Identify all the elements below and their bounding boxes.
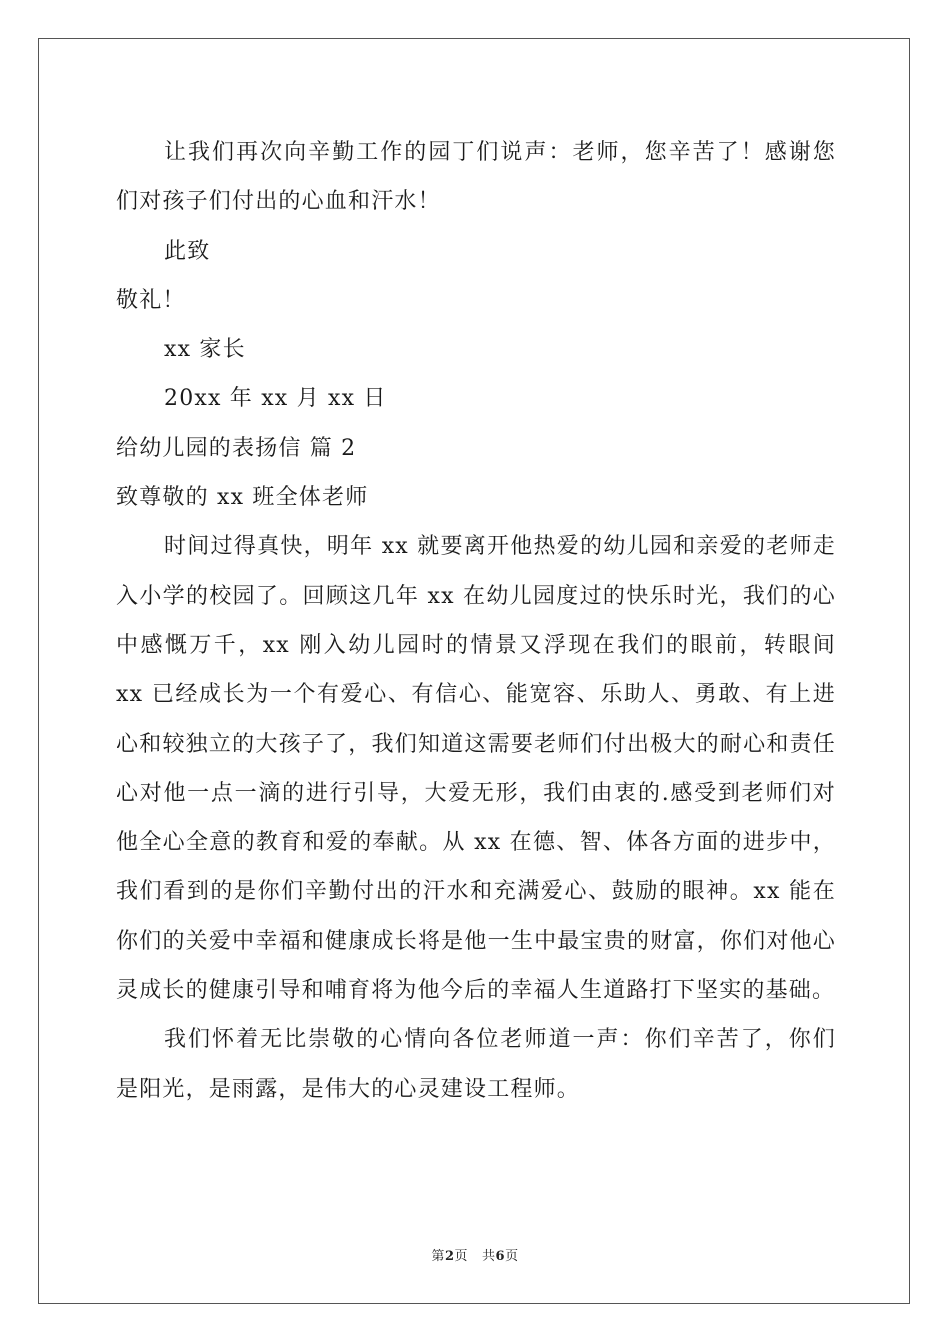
total-prefix: 共 [482, 1249, 496, 1264]
letter-body-paragraph: 时间过得真快，明年 xx 就要离开他热爱的幼儿园和亲爱的老师走入小学的校园了。回顾这几年 xx 在幼儿园度过的快乐时光，我们的心中感慨万千，xx 刚入幼儿园时的情景又浮现在我们的眼前，转眼间 xx 已经成长为一个有爱心、有信心、能宽容、乐助人、勇敢、有上进心和较独立的大孩子了，我们知道这需要老师们付出极大的耐心和责任心对他一点一滴的进行引导，大爱无形，我们由衷的.感受到老师们对他全心全意的教育和爱的奉献。从 xx 在德、智、体各方面的进步中，我们看到的是你们辛勤付出的汗水和充满爱心、鼓励的眼神。xx 能在你们的关爱中幸福和健康成长将是他一生中最宝贵的财富，你们对他心灵成长的健康引导和哺育将为他今后的幸福人生道路打下坚实的基础。 [116, 534, 836, 1004]
signature-parent: xx 家长 [164, 337, 246, 363]
letter-recipient: 致尊敬的 xx 班全体老师 [116, 485, 369, 511]
salutation-cizhi: 此致 [164, 238, 211, 264]
page-prefix: 第 [431, 1249, 445, 1264]
page-footer [0, 1245, 950, 1264]
letter-closing-paragraph: 我们怀着无比崇敬的心情向各位老师道一声：你们辛苦了，你们是阳光，是雨露，是伟大的心灵建设工程师。 [116, 1027, 836, 1102]
page-suffix: 页 [454, 1249, 468, 1264]
total-page-number: 6 [495, 1249, 506, 1264]
current-page-number: 2 [444, 1249, 455, 1264]
salutation-jingli: 敬礼！ [116, 287, 186, 313]
closing-thanks-paragraph: 让我们再次向辛勤工作的园丁们说声：老师，您辛苦了！感谢您们对孩子们付出的心血和汗水！ [116, 140, 836, 215]
section-title: 给幼儿园的表扬信 篇 2 [116, 435, 357, 461]
document-body [116, 128, 836, 1114]
total-suffix: 页 [505, 1249, 519, 1264]
signature-date: 20xx 年 xx 月 xx 日 [164, 386, 387, 412]
